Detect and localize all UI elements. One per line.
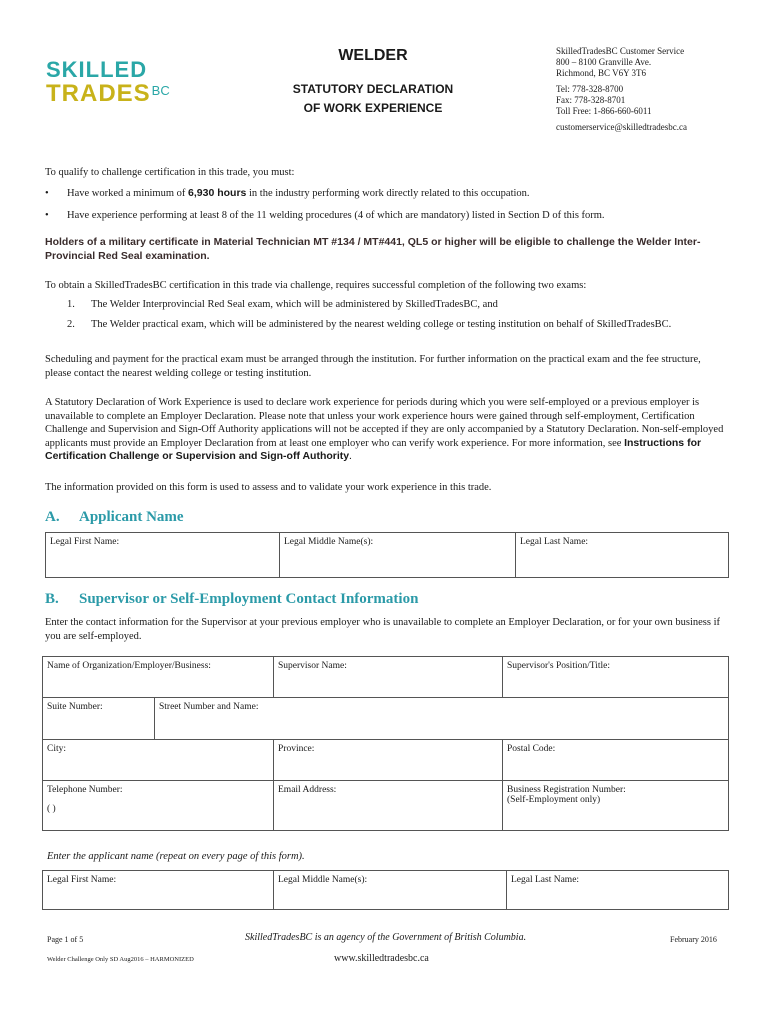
suite-number-field[interactable]: Suite Number: [43, 698, 155, 739]
requirement-procedures: • Have experience performing at least 8 of the 11 welding procedures (4 of which are mandatory) listed in Section D of this form. [45, 209, 605, 221]
section-b-instructions: Enter the contact information for the Supervisor at your previous employer who is unavailable to complete an Employer Declaration, or for your own business if you are self-employed. [45, 617, 721, 642]
province-field[interactable]: Province: [274, 740, 503, 781]
street-field[interactable]: Street Number and Name: [159, 702, 259, 712]
legal-last-name-field[interactable]: Legal Last Name: [516, 533, 729, 578]
exam-step-1: 1. The Welder Interprovincial Red Seal exam, which will be administered by SkilledTradesBC, and [67, 299, 498, 310]
contact-address2: Richmond, BC V6Y 3T6 [556, 68, 647, 78]
form-title: WELDER [338, 47, 408, 64]
repeat-middle-name-field[interactable]: Legal Middle Name(s): [274, 871, 507, 910]
logo-skilled-text: SKILLED [46, 57, 148, 82]
supervisor-position-field[interactable]: Supervisor's Position/Title: [503, 657, 729, 698]
email-field[interactable]: Email Address: [274, 781, 503, 831]
form-subtitle-line1: STATUTORY DECLARATION [292, 82, 454, 96]
skilledtradesbc-logo [46, 57, 196, 107]
business-registration-field[interactable]: Business Registration Number: (Self-Employment only) [503, 781, 729, 831]
website-link[interactable]: www.skilledtradesbc.ca [334, 953, 429, 964]
repeat-applicant-name-table [42, 870, 729, 910]
section-b-heading: B. Supervisor or Self-Employment Contact Information [45, 591, 419, 607]
scheduling-text: Scheduling and payment for the practical exam must be arranged through the institution. For further information on the practical exam and the fee structure, please contact the nearest welding college or testing institution. [45, 354, 701, 379]
exams-list [45, 298, 735, 337]
military-note: Holders of a military certificate in Material Technician MT #134 / MT#441, QL5 or higher will be eligible to challenge the Welder Inter-Provincial Red Seal examination. [45, 236, 701, 262]
legal-middle-name-field[interactable]: Legal Middle Name(s): [280, 533, 516, 578]
contact-email[interactable]: customerservice@skilledtradesbc.ca [556, 122, 687, 132]
address-row [43, 698, 729, 740]
requirement-hours: • Have worked a minimum of 6,930 hours in the industry performing work directly related to this occupation. [45, 187, 530, 199]
telephone-field[interactable]: Telephone Number: ( ) [43, 781, 274, 831]
supervisor-name-field[interactable]: Supervisor Name: [274, 657, 503, 698]
agency-statement: SkilledTradesBC is an agency of the Government of British Columbia. [245, 932, 527, 943]
logo-trades-text: $TRADES^{BC}$ [46, 80, 170, 107]
requirements-list [45, 187, 735, 230]
instructions-link[interactable]: Instructions for Certification Challenge or Supervision and Sign-off Authority [45, 436, 702, 462]
postal-code-field[interactable]: Postal Code: [503, 740, 729, 781]
form-subtitle-line2: OF WORK EXPERIENCE [303, 101, 443, 115]
applicant-name-table [45, 532, 729, 578]
contact-tel: Tel: 778-328-8700 [556, 84, 624, 94]
form-date: February 2016 [670, 935, 717, 944]
contact-address1: 800 – 8100 Granville Ave. [556, 57, 652, 67]
form-code: Welder Challenge Only SD Aug2016 – HARMONIZED [47, 956, 194, 963]
form-subtitle [268, 80, 478, 118]
contact-org: SkilledTradesBC Customer Service [556, 46, 685, 56]
purpose-text: The information provided on this form is used to assess and to validate your work experience in this trade. [45, 482, 492, 493]
legal-first-name-field[interactable]: Legal First Name: [46, 533, 280, 578]
organization-field[interactable]: Name of Organization/Employer/Business: [43, 657, 274, 698]
obtain-text: To obtain a SkilledTradesBC certification in this trade via challenge, requires successful completion of the following two exams: [45, 280, 587, 291]
page-number: Page 1 of 5 [47, 935, 84, 944]
city-field[interactable]: City: [43, 740, 274, 781]
statutory-text: A Statutory Declaration of Work Experience is used to declare work experience for periods during which you were self-employed or a previous employer is unavailable to complete an Employer Declaration. Please note that unless your work experience hours were gained through self-employment, Certification Challenge and Supervision and Sign-Off Authority applications will not be accepted if they are only accompanied by a Statutory Declaration. Non-self-employed applicants must provide an Employer Declaration from at least one employer who can verify work experience. For more information, see Instructions for Certification Challenge or Supervision and Sign-off Authority. [45, 397, 724, 462]
contact-block [556, 46, 756, 133]
contact-tollfree: Toll Free: 1-866-660-6011 [556, 106, 652, 116]
repeat-last-name-field[interactable]: Legal Last Name: [507, 871, 729, 910]
section-a-heading: A. Applicant Name [45, 509, 184, 525]
qualify-text: To qualify to challenge certification in this trade, you must: [45, 167, 295, 178]
exam-step-2: 2. The Welder practical exam, which will be administered by the nearest welding college or testing institution on behalf of SkilledTradesBC. [67, 318, 672, 330]
contact-info-table [42, 656, 729, 831]
repeat-name-instruction: Enter the applicant name (repeat on every page of this form). [47, 851, 305, 862]
logo-bc-text: BC [151, 83, 170, 98]
repeat-first-name-field[interactable]: Legal First Name: [43, 871, 274, 910]
contact-fax: Fax: 778-328-8701 [556, 95, 626, 105]
